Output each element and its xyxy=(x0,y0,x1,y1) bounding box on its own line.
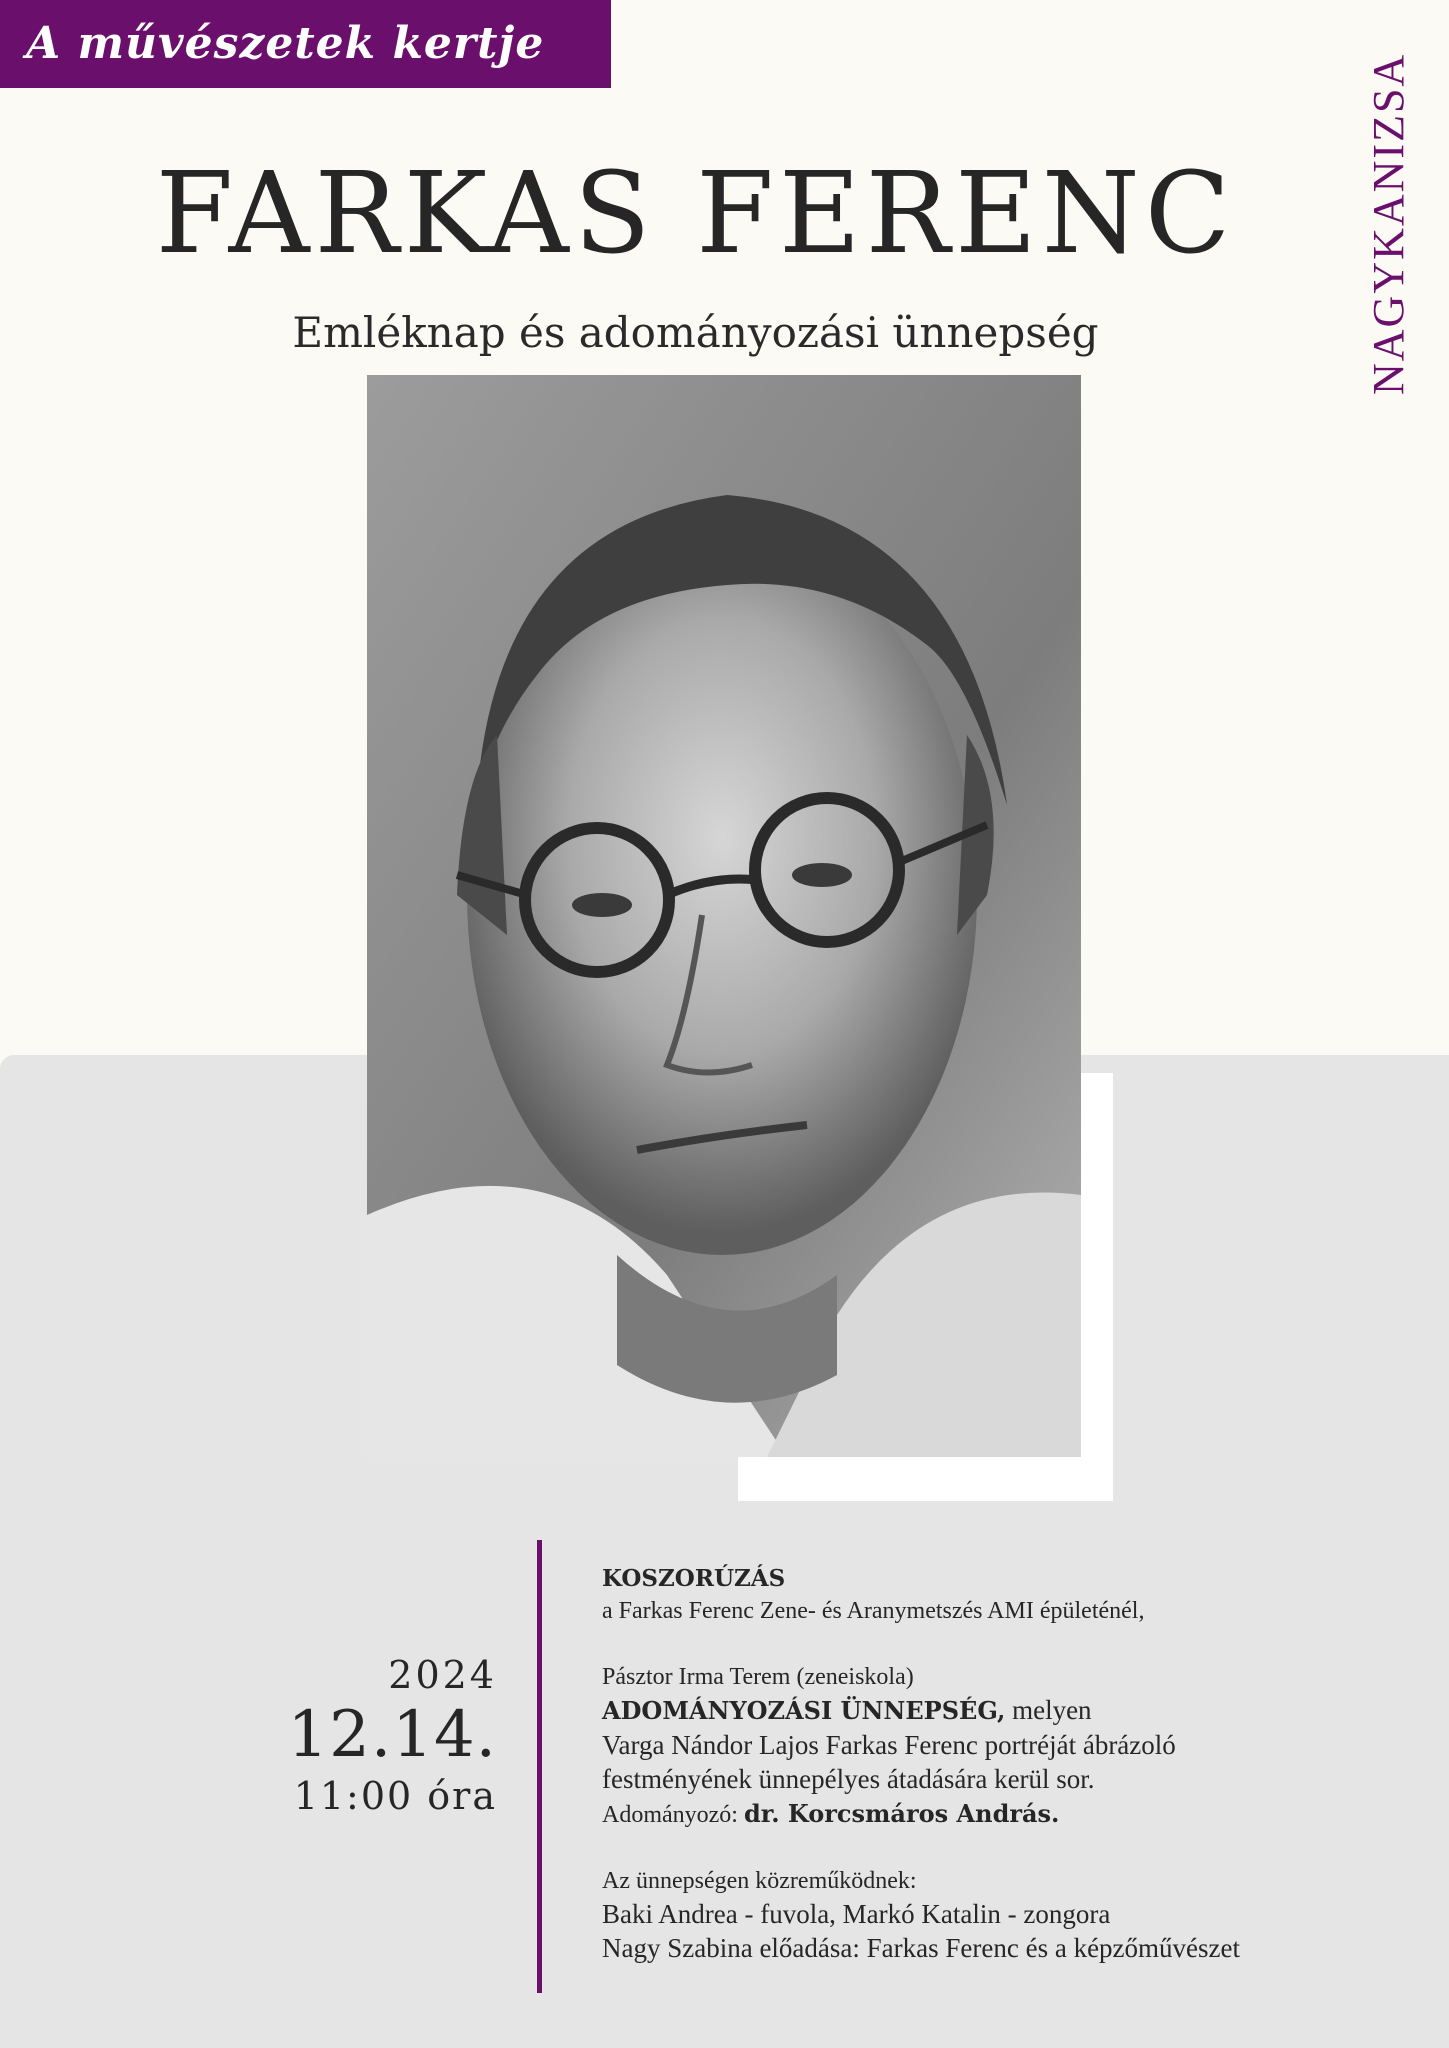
page-title: FARKAS FERENC xyxy=(155,149,1236,279)
program-item2-title: ADOMÁNYOZÁSI ÜNNEPSÉG, xyxy=(602,1696,1006,1725)
event-day: 12.14. xyxy=(287,1697,497,1772)
donor-line xyxy=(602,1796,1402,1831)
program-item2-location: Pásztor Irma Terem (zeneiskola) xyxy=(602,1664,914,1690)
program-item2-line2: festményének ünnepélyes átadására kerül sor. xyxy=(602,1764,1095,1794)
program-item1-location: a Farkas Ferenc Zene- és Aranymetszés AMI épületénél, xyxy=(602,1598,1145,1624)
event-date xyxy=(200,1653,497,1822)
city-label: NAGYKANIZSA xyxy=(1364,52,1413,395)
program-item2-title-suffix: melyen xyxy=(1005,1695,1092,1725)
program-item1-title: KOSZORÚZÁS xyxy=(602,1565,786,1592)
program-item2-heading xyxy=(602,1693,1402,1728)
contributors-line2: Nagy Szabina előadása: Farkas Ferenc és a képzőművészet xyxy=(602,1933,1240,1963)
portrait-photo xyxy=(367,375,1081,1457)
portrait-illustration xyxy=(367,375,1081,1457)
vertical-divider xyxy=(537,1540,542,1993)
series-banner: A művészetek kertje xyxy=(0,0,611,88)
program-details xyxy=(602,1563,1402,1965)
event-time: 11:00 óra xyxy=(293,1774,497,1819)
program-item2-line1: Varga Nándor Lajos Farkas Ferenc portréját ábrázoló xyxy=(602,1730,1176,1760)
donor-label: Adományozó: xyxy=(602,1802,744,1828)
donor-name: dr. Korcsmáros András. xyxy=(743,1799,1060,1828)
contributors-line1: Baki Andrea - fuvola, Markó Katalin - zongora xyxy=(602,1899,1111,1929)
contributors-label: Az ünnepségen közreműködnek: xyxy=(602,1868,917,1894)
event-year: 2024 xyxy=(388,1653,497,1697)
page-subtitle: Emléknap és adományozási ünnepség xyxy=(292,308,1099,357)
